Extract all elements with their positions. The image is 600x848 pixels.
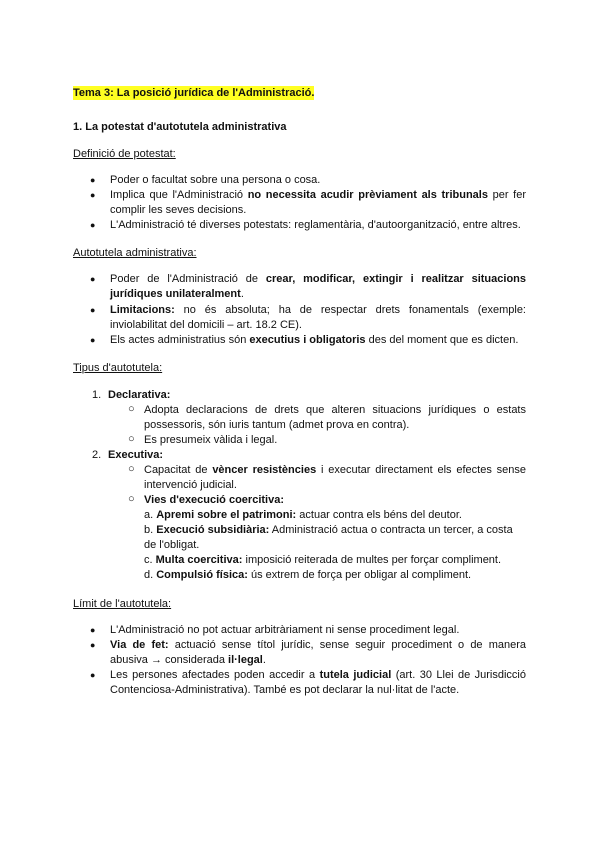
document-title: Tema 3: La posició jurídica de l'Administració. bbox=[73, 87, 315, 99]
list-item: ● L'Administració no pot actuar arbitràriament ni sense procediment legal. bbox=[90, 624, 460, 636]
section-heading: 1. La potestat d'autotutela administrativa bbox=[73, 121, 287, 133]
list-item: 2. Executiva: bbox=[92, 449, 164, 461]
list-item: b. Execució subsidiària: Administració actua o contracta un tercer, a costa de l'obligat. bbox=[144, 524, 513, 551]
list-item: ○ Capacitat de vèncer resistències i executar directament els efectes sense intervenció judicial. bbox=[128, 463, 526, 491]
subheading-tipus: Tipus d'autotutela: bbox=[73, 362, 163, 374]
subheading-definicio: Definició de potestat: bbox=[73, 148, 176, 160]
list-item: ● Els actes administratius són executius i obligatoris des del moment que es dicten. bbox=[90, 334, 519, 346]
list-item: ● Via de fet: actuació sense títol jurídic, sense seguir procediment o de manera abusiva → considerada il·legal. bbox=[90, 639, 526, 666]
list-item: d. Compulsió física: ús extrem de força per obligar al compliment. bbox=[144, 569, 472, 581]
list-item: c. Multa coercitiva: imposició reiterada de multes per forçar compliment. bbox=[144, 554, 502, 566]
list-item: ○ Adopta declaracions de drets que alteren situacions jurídiques o estats possessoris, són iuris tantum (admet prova en contra). bbox=[128, 403, 526, 431]
list-item: ● Implica que l'Administració no necessita acudir prèviament als tribunals per fer complir les seves decisions. bbox=[90, 189, 526, 216]
list-item: 1. Declarativa: bbox=[92, 389, 171, 401]
subheading-limit: Límit de l'autotutela: bbox=[73, 598, 172, 610]
list-item: ● Les persones afectades poden accedir a tutela judicial (art. 30 Llei de Jurisdicció Contenciosa-Administrativa). També es pot declarar la nul·litat de l'acte. bbox=[90, 669, 526, 696]
list-item: ○ Vies d'execució coercitiva: bbox=[128, 493, 284, 506]
list-item: ● L'Administració té diverses potestats: reglamentària, d'autoorganització, entre altres. bbox=[90, 219, 521, 231]
list-item: ● Poder o facultat sobre una persona o cosa. bbox=[90, 174, 321, 186]
list-item: ● Poder de l'Administració de crear, modificar, extingir i realitzar situacions jurídiques unilateralment. bbox=[90, 273, 526, 300]
list-item: ● Limitacions: no és absoluta; ha de respectar drets fonamentals (exemple: inviolabilitat del domicili – art. 18.2 CE). bbox=[90, 304, 526, 331]
subheading-autotutela: Autotutela administrativa: bbox=[73, 247, 197, 259]
list-item: ○ Es presumeix vàlida i legal. bbox=[128, 433, 278, 446]
list-item: a. Apremi sobre el patrimoni: actuar contra els béns del deutor. bbox=[144, 509, 462, 521]
